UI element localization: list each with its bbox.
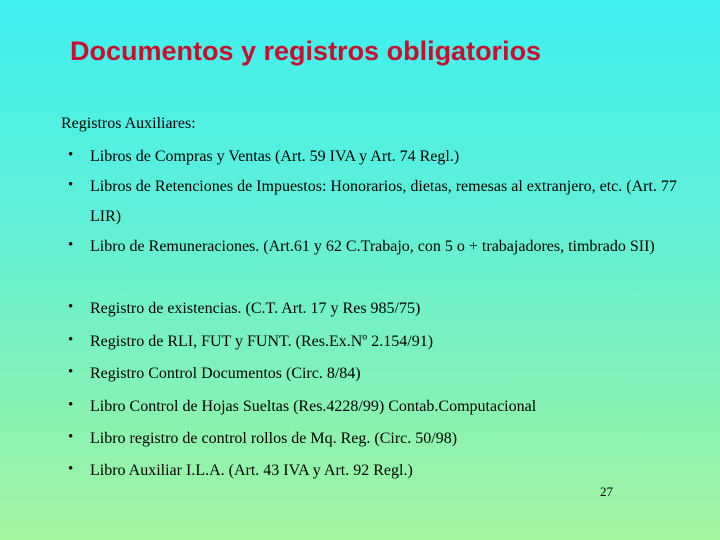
list-item-text: Libro registro de control rollos de Mq. Reg. (Circ. 50/98)	[90, 430, 458, 447]
list-item	[68, 456, 698, 486]
bullet-icon: •	[68, 332, 74, 348]
list-item	[68, 142, 698, 172]
list-item-text: Registro de RLI, FUT y FUNT. (Res.Ex.Nº 2.154/91)	[90, 333, 434, 350]
list-item-text: Libros de Retenciones de Impuestos: Honorarios, dietas, remesas al extranjero, etc. (Art. 77 LIR)	[90, 178, 677, 225]
list-item	[68, 294, 698, 324]
bullet-icon: •	[68, 397, 74, 413]
bullet-icon: •	[68, 177, 74, 193]
bullet-icon: •	[68, 299, 74, 315]
list-item	[68, 172, 698, 232]
bullet-icon: •	[68, 364, 74, 380]
page-number: 27	[600, 484, 613, 499]
bullet-icon: •	[68, 429, 74, 445]
list-item	[68, 424, 698, 454]
list-item-text: Libro Control de Hojas Sueltas (Res.4228/99) Contab.Computacional	[90, 398, 537, 415]
section-heading: Registros Auxiliares:	[61, 115, 196, 132]
list-item	[68, 359, 698, 389]
list-item	[68, 392, 698, 422]
list-item	[68, 327, 698, 357]
list-item-text: Registro Control Documentos (Circ. 8/84)	[90, 365, 361, 382]
slide-title: Documentos y registros obligatorios	[70, 36, 542, 66]
list-item-text: Libro Auxiliar I.L.A. (Art. 43 IVA y Art. 92 Regl.)	[90, 462, 413, 479]
list-item-text: Libro de Remuneraciones. (Art.61 y 62 C.Trabajo, con 5 o + trabajadores, timbrado SII)	[90, 238, 655, 255]
bullet-icon: •	[68, 461, 74, 477]
list-item-text: Libros de Compras y Ventas (Art. 59 IVA y Art. 74 Regl.)	[90, 148, 460, 165]
bullet-icon: •	[68, 237, 74, 253]
bullet-icon: •	[68, 147, 74, 163]
list-item-text: Registro de existencias. (C.T. Art. 17 y Res 985/75)	[90, 300, 421, 317]
list-item	[68, 232, 698, 262]
